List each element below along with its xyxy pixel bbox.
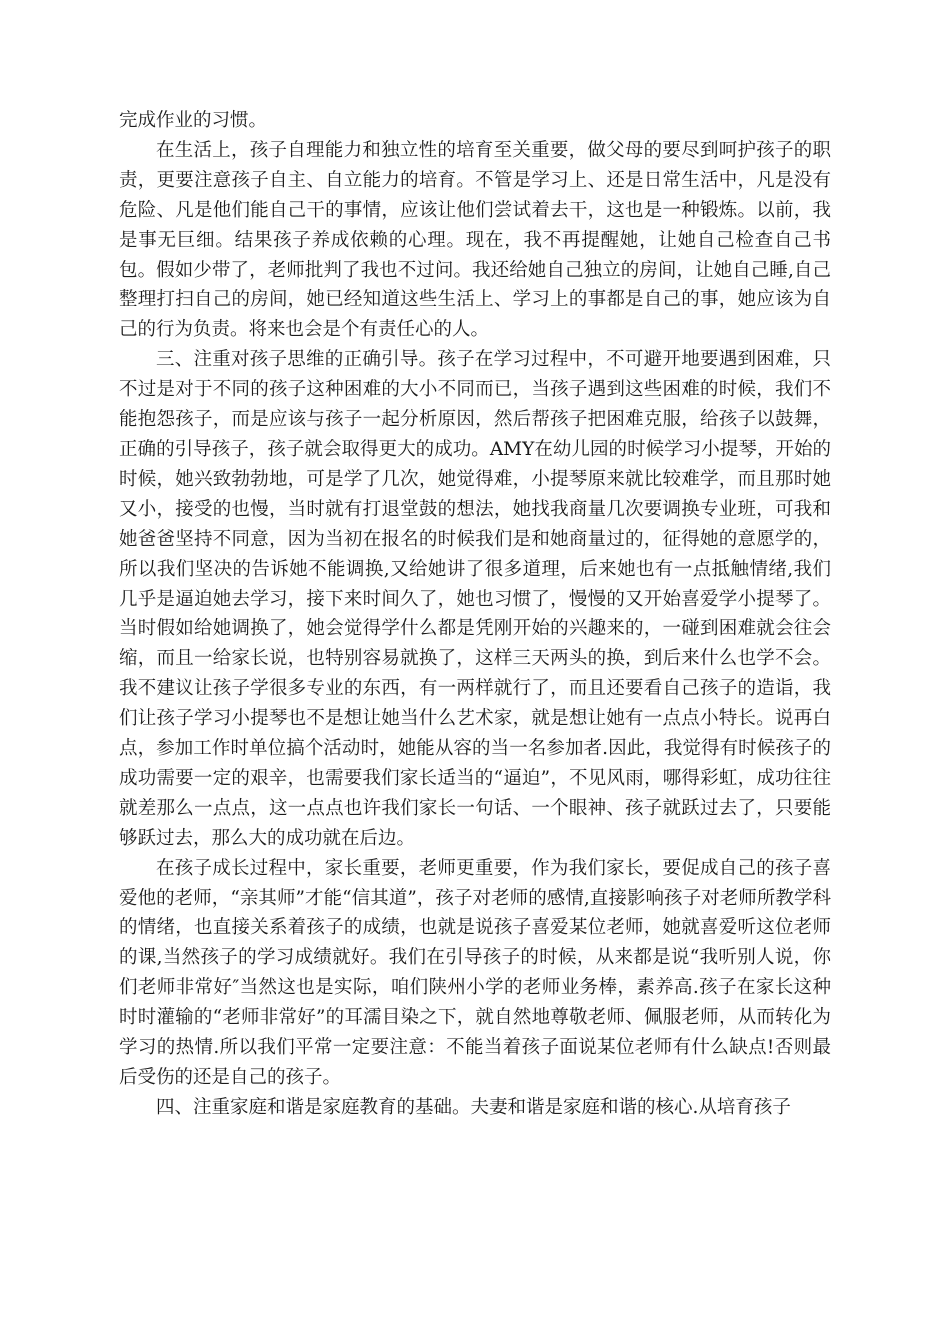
paragraph-5: 四、注重家庭和谐是家庭教育的基础。夫妻和谐是家庭和谐的核心.从培育孩子	[156, 1096, 791, 1118]
paragraph-3: 三、注重对孩子思维的正确引导。孩子在学习过程中，不可避开地要遇到困难，只不过是对于不同的孩子这种困难的大小不同而已，当孩子遇到这些困难的时候，我们不能抱怨孩子，而是应该与孩子一起分析原因，然后帮孩子把困难克服，给孩子以鼓舞，正确的引导孩子，孩子就会取得更大的成功。AMY在幼儿园的时候学习小提琴，开始的时候，她兴致勃勃地，可是学了几次，她觉得难，小提琴原来就比较难学，而且那时她又小，接受的也慢，当时就有打退堂鼓的想法，她找我商量几次要调换专业班，可我和她爸爸坚持不同意，因为当初在报名的时候我们是和她商量过的，征得她的意愿学的，所以我们坚决的告诉她不能调换,又给她讲了很多道理，后来她也有一点抵触情绪,我们几乎是逼迫她去学习，接下来时间久了，她也习惯了，慢慢的又开始喜爱学小提琴了。当时假如给她调换了，她会觉得学什么都是凭刚开始的兴趣来的，一碰到困难就会往会缩，而且一给家长说，也特别容易就换了，这样三天两头的换，到后来什么也学不会。我不建议让孩子学很多专业的东西，有一两样就行了，而且还要看自己孩子的造诣，我们让孩子学习小提琴也不是想让她当什么艺术家，就是想让她有一点点小特长。说再白点，参加工作时单位搞个活动时，她能从容的当一名参加者.因此，我觉得有时候孩子的成功需要一定的艰辛，也需要我们家长适当的“逼迫”，不见风雨，哪得彩虹，成功往往就差那么一点点，这一点点也许我们家长一句话、一个眼神、孩子就跃过去了，只要能够跃过去，那么大的成功就在后边。	[119, 349, 831, 849]
paragraph-4: 在孩子成长过程中，家长重要，老师更重要，作为我们家长，要促成自己的孩子喜爱他的老师，“亲其师”才能“信其道”，孩子对老师的感情,直接影响孩子对老师所教学科的情绪，也直接关系着孩子的成绩，也就是说孩子喜爱某位老师，她就喜爱听这位老师的课,当然孩子的学习成绩就好。我们在引导孩子的时候，从来都是说“我听别人说，你们老师非常好″当然这也是实际，咱们陕州小学的老师业务棒，素养高.孩子在家长这种时时灌输的“老师非常好”的耳濡目染之下，就自然地尊敬老师、佩服老师，从而转化为学习的热情.所以我们平常一定要注意：不能当着孩子面说某位老师有什么缺点!否则最后受伤的还是自己的孩子。	[119, 857, 831, 1088]
paragraph-2: 在生活上，孩子自理能力和独立性的培育至关重要，做父母的要尽到呵护孩子的职责，更要注意孩子自主、自立能力的培育。不管是学习上、还是日常生活中，凡是没有危险、凡是他们能自己干的事情，应该让他们尝试着去干，这也是一种锻炼。以前，我是事无巨细。结果孩子养成依赖的心理。现在，我不再提醒她，让她自己检查自己书包。假如少带了，老师批判了我也不过问。我还给她自己独立的房间，让她自己睡,自己整理打扫自己的房间，她已经知道这些生活上、学习上的事都是自己的事，她应该为自己的行为负责。将来也会是个有责任心的人。	[119, 139, 831, 341]
paragraph-1: 完成作业的习惯。	[119, 110, 268, 131]
document-body	[119, 106, 831, 1123]
